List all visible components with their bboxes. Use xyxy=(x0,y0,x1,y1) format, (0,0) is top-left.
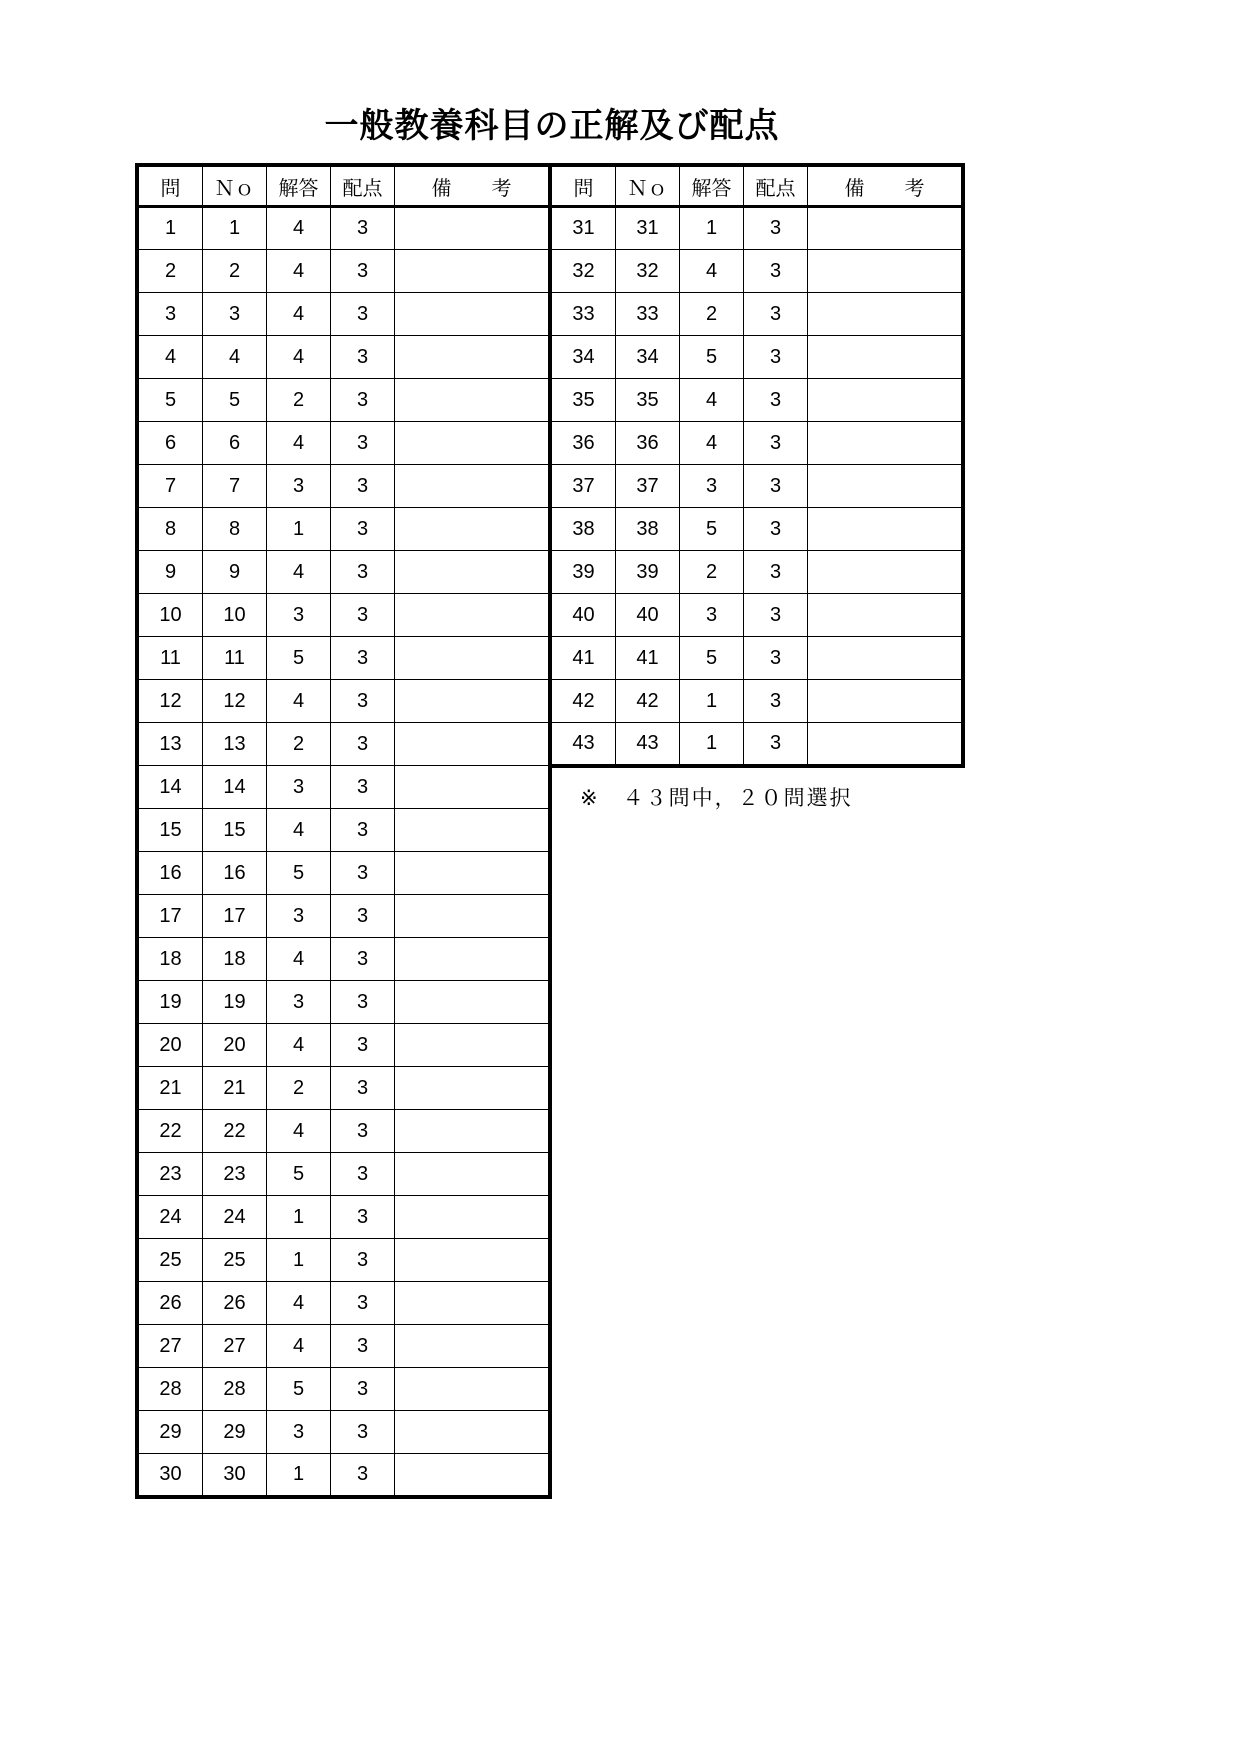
cell-number: 27 xyxy=(203,1325,267,1368)
cell-points: 3 xyxy=(331,766,395,809)
cell-question: 9 xyxy=(137,551,203,594)
cell-points: 3 xyxy=(744,508,808,551)
cell-number: 13 xyxy=(203,723,267,766)
table-row xyxy=(137,809,550,852)
cell-points: 3 xyxy=(331,250,395,293)
cell-remarks xyxy=(395,1110,551,1153)
table-row xyxy=(137,981,550,1024)
cell-remarks xyxy=(395,293,551,336)
table-row xyxy=(550,680,963,723)
cell-points: 3 xyxy=(331,207,395,250)
cell-question: 22 xyxy=(137,1110,203,1153)
cell-number: 41 xyxy=(616,637,680,680)
cell-points: 3 xyxy=(331,465,395,508)
cell-number: 19 xyxy=(203,981,267,1024)
cell-question: 38 xyxy=(550,508,616,551)
table-row xyxy=(550,207,963,250)
cell-answer: 1 xyxy=(680,723,744,766)
cell-points: 3 xyxy=(331,422,395,465)
answer-table-right xyxy=(548,163,965,768)
cell-answer: 4 xyxy=(267,938,331,981)
cell-number: 32 xyxy=(616,250,680,293)
cell-points: 3 xyxy=(744,336,808,379)
cell-question: 6 xyxy=(137,422,203,465)
cell-points: 3 xyxy=(331,680,395,723)
cell-question: 30 xyxy=(137,1454,203,1497)
table-row xyxy=(137,680,550,723)
table-row xyxy=(137,379,550,422)
cell-number: 9 xyxy=(203,551,267,594)
cell-answer: 5 xyxy=(267,637,331,680)
cell-number: 17 xyxy=(203,895,267,938)
col-header-remarks: 備 考 xyxy=(808,165,964,207)
cell-number: 37 xyxy=(616,465,680,508)
cell-answer: 3 xyxy=(267,465,331,508)
table-row xyxy=(550,594,963,637)
cell-remarks xyxy=(808,336,964,379)
cell-number: 22 xyxy=(203,1110,267,1153)
cell-number: 25 xyxy=(203,1239,267,1282)
table-row xyxy=(137,1411,550,1454)
cell-number: 42 xyxy=(616,680,680,723)
col-header-number: Ｎｏ xyxy=(616,165,680,207)
table-row xyxy=(550,336,963,379)
cell-remarks xyxy=(395,336,551,379)
table-body-right xyxy=(550,207,963,766)
header-row xyxy=(550,165,963,207)
cell-remarks xyxy=(395,465,551,508)
cell-answer: 1 xyxy=(267,508,331,551)
cell-remarks xyxy=(808,465,964,508)
cell-remarks xyxy=(395,1325,551,1368)
cell-answer: 4 xyxy=(680,422,744,465)
cell-remarks xyxy=(395,637,551,680)
cell-number: 12 xyxy=(203,680,267,723)
cell-remarks xyxy=(395,1239,551,1282)
cell-number: 16 xyxy=(203,852,267,895)
cell-points: 3 xyxy=(744,293,808,336)
cell-remarks xyxy=(395,766,551,809)
cell-points: 3 xyxy=(331,1067,395,1110)
cell-number: 8 xyxy=(203,508,267,551)
cell-number: 33 xyxy=(616,293,680,336)
cell-answer: 4 xyxy=(267,293,331,336)
cell-number: 14 xyxy=(203,766,267,809)
table-row xyxy=(550,293,963,336)
cell-remarks xyxy=(395,207,551,250)
table-row xyxy=(137,766,550,809)
cell-question: 36 xyxy=(550,422,616,465)
cell-remarks xyxy=(808,594,964,637)
cell-number: 28 xyxy=(203,1368,267,1411)
cell-question: 33 xyxy=(550,293,616,336)
table-row xyxy=(137,336,550,379)
cell-question: 14 xyxy=(137,766,203,809)
cell-answer: 4 xyxy=(267,809,331,852)
cell-remarks xyxy=(395,1196,551,1239)
cell-answer: 4 xyxy=(267,422,331,465)
cell-points: 3 xyxy=(331,895,395,938)
table-row xyxy=(137,895,550,938)
col-header-points: 配点 xyxy=(331,165,395,207)
cell-number: 7 xyxy=(203,465,267,508)
cell-answer: 2 xyxy=(267,1067,331,1110)
cell-number: 10 xyxy=(203,594,267,637)
table-row xyxy=(550,379,963,422)
cell-answer: 3 xyxy=(680,594,744,637)
cell-remarks xyxy=(395,723,551,766)
cell-remarks xyxy=(395,1153,551,1196)
cell-points: 3 xyxy=(744,250,808,293)
cell-number: 4 xyxy=(203,336,267,379)
page-title: 一般教養科目の正解及び配点 xyxy=(324,107,780,145)
cell-question: 42 xyxy=(550,680,616,723)
table-row xyxy=(137,250,550,293)
cell-question: 23 xyxy=(137,1153,203,1196)
cell-number: 2 xyxy=(203,250,267,293)
cell-question: 32 xyxy=(550,250,616,293)
cell-points: 3 xyxy=(331,1024,395,1067)
cell-answer: 4 xyxy=(267,1325,331,1368)
cell-remarks xyxy=(395,680,551,723)
cell-answer: 1 xyxy=(267,1196,331,1239)
cell-answer: 2 xyxy=(267,723,331,766)
cell-question: 11 xyxy=(137,637,203,680)
cell-points: 3 xyxy=(331,508,395,551)
col-header-question: 問 xyxy=(550,165,616,207)
cell-points: 3 xyxy=(331,1325,395,1368)
cell-question: 29 xyxy=(137,1411,203,1454)
cell-question: 12 xyxy=(137,680,203,723)
table-header-right xyxy=(550,165,963,207)
table-row xyxy=(137,594,550,637)
right-column xyxy=(552,163,965,812)
cell-answer: 4 xyxy=(267,250,331,293)
cell-question: 5 xyxy=(137,379,203,422)
answer-tables xyxy=(135,163,965,1499)
cell-remarks xyxy=(395,895,551,938)
cell-points: 3 xyxy=(331,1196,395,1239)
cell-remarks xyxy=(808,680,964,723)
cell-points: 3 xyxy=(744,637,808,680)
cell-remarks xyxy=(808,637,964,680)
cell-question: 21 xyxy=(137,1067,203,1110)
cell-points: 3 xyxy=(331,1454,395,1497)
cell-points: 3 xyxy=(744,594,808,637)
cell-remarks xyxy=(395,1454,551,1497)
cell-remarks xyxy=(808,207,964,250)
cell-remarks xyxy=(395,1024,551,1067)
cell-answer: 5 xyxy=(267,1368,331,1411)
cell-question: 40 xyxy=(550,594,616,637)
cell-answer: 2 xyxy=(680,551,744,594)
cell-question: 28 xyxy=(137,1368,203,1411)
cell-number: 15 xyxy=(203,809,267,852)
cell-number: 23 xyxy=(203,1153,267,1196)
cell-number: 38 xyxy=(616,508,680,551)
cell-remarks xyxy=(395,250,551,293)
cell-number: 11 xyxy=(203,637,267,680)
cell-answer: 2 xyxy=(680,293,744,336)
cell-answer: 5 xyxy=(680,637,744,680)
cell-question: 41 xyxy=(550,637,616,680)
cell-question: 35 xyxy=(550,379,616,422)
cell-answer: 5 xyxy=(267,1153,331,1196)
cell-question: 17 xyxy=(137,895,203,938)
cell-points: 3 xyxy=(331,637,395,680)
cell-remarks xyxy=(395,809,551,852)
cell-answer: 3 xyxy=(680,465,744,508)
answer-table-left xyxy=(135,163,552,1499)
cell-number: 29 xyxy=(203,1411,267,1454)
cell-points: 3 xyxy=(744,379,808,422)
cell-question: 39 xyxy=(550,551,616,594)
cell-points: 3 xyxy=(331,1153,395,1196)
cell-remarks xyxy=(395,1282,551,1325)
table-row xyxy=(137,1153,550,1196)
table-row xyxy=(550,551,963,594)
cell-question: 4 xyxy=(137,336,203,379)
cell-number: 26 xyxy=(203,1282,267,1325)
cell-question: 27 xyxy=(137,1325,203,1368)
cell-remarks xyxy=(395,938,551,981)
cell-answer: 2 xyxy=(267,379,331,422)
col-header-question: 問 xyxy=(137,165,203,207)
table-row xyxy=(137,938,550,981)
cell-points: 3 xyxy=(331,1110,395,1153)
cell-points: 3 xyxy=(744,551,808,594)
cell-question: 25 xyxy=(137,1239,203,1282)
table-row xyxy=(550,465,963,508)
cell-points: 3 xyxy=(331,1239,395,1282)
cell-number: 30 xyxy=(203,1454,267,1497)
cell-answer: 4 xyxy=(267,551,331,594)
cell-points: 3 xyxy=(331,852,395,895)
cell-points: 3 xyxy=(744,465,808,508)
cell-points: 3 xyxy=(331,1368,395,1411)
cell-points: 3 xyxy=(331,809,395,852)
cell-question: 7 xyxy=(137,465,203,508)
cell-points: 3 xyxy=(331,594,395,637)
cell-remarks xyxy=(395,594,551,637)
selection-note: ※ ４３問中，２０問選択 xyxy=(580,786,853,810)
table-row xyxy=(137,1024,550,1067)
cell-remarks xyxy=(395,1067,551,1110)
cell-question: 31 xyxy=(550,207,616,250)
table-row xyxy=(137,1067,550,1110)
table-row xyxy=(550,422,963,465)
cell-question: 2 xyxy=(137,250,203,293)
cell-number: 31 xyxy=(616,207,680,250)
cell-number: 5 xyxy=(203,379,267,422)
cell-question: 20 xyxy=(137,1024,203,1067)
cell-points: 3 xyxy=(331,938,395,981)
cell-points: 3 xyxy=(331,379,395,422)
cell-remarks xyxy=(808,508,964,551)
table-body-left xyxy=(137,207,550,1497)
cell-remarks xyxy=(395,981,551,1024)
cell-answer: 3 xyxy=(267,1411,331,1454)
header-row xyxy=(137,165,550,207)
cell-number: 3 xyxy=(203,293,267,336)
table-row xyxy=(137,465,550,508)
table-row xyxy=(137,551,550,594)
cell-remarks xyxy=(395,1368,551,1411)
col-header-answer: 解答 xyxy=(680,165,744,207)
table-row xyxy=(137,1239,550,1282)
col-header-remarks: 備 考 xyxy=(395,165,551,207)
cell-number: 20 xyxy=(203,1024,267,1067)
cell-answer: 3 xyxy=(267,981,331,1024)
cell-remarks xyxy=(395,379,551,422)
cell-answer: 5 xyxy=(680,336,744,379)
cell-points: 3 xyxy=(331,293,395,336)
cell-answer: 4 xyxy=(267,207,331,250)
cell-question: 34 xyxy=(550,336,616,379)
cell-points: 3 xyxy=(331,551,395,594)
cell-remarks xyxy=(395,551,551,594)
cell-number: 35 xyxy=(616,379,680,422)
cell-question: 37 xyxy=(550,465,616,508)
table-row xyxy=(550,250,963,293)
cell-answer: 1 xyxy=(267,1454,331,1497)
table-row xyxy=(550,508,963,551)
cell-answer: 4 xyxy=(267,1282,331,1325)
cell-points: 3 xyxy=(331,336,395,379)
cell-number: 36 xyxy=(616,422,680,465)
cell-question: 10 xyxy=(137,594,203,637)
table-row xyxy=(137,852,550,895)
cell-answer: 1 xyxy=(267,1239,331,1282)
table-row xyxy=(550,637,963,680)
table-row xyxy=(137,422,550,465)
table-row xyxy=(137,1196,550,1239)
cell-number: 6 xyxy=(203,422,267,465)
cell-points: 3 xyxy=(744,422,808,465)
cell-remarks xyxy=(808,551,964,594)
table-row xyxy=(550,723,963,766)
table-row xyxy=(137,1110,550,1153)
cell-remarks xyxy=(395,508,551,551)
cell-remarks xyxy=(808,293,964,336)
cell-remarks xyxy=(808,379,964,422)
table-row xyxy=(137,1368,550,1411)
cell-points: 3 xyxy=(744,207,808,250)
cell-answer: 4 xyxy=(680,250,744,293)
table-row xyxy=(137,293,550,336)
table-row xyxy=(137,508,550,551)
cell-answer: 3 xyxy=(267,895,331,938)
cell-number: 18 xyxy=(203,938,267,981)
cell-answer: 4 xyxy=(680,379,744,422)
cell-question: 13 xyxy=(137,723,203,766)
cell-question: 19 xyxy=(137,981,203,1024)
cell-number: 39 xyxy=(616,551,680,594)
col-header-answer: 解答 xyxy=(267,165,331,207)
cell-question: 26 xyxy=(137,1282,203,1325)
cell-answer: 3 xyxy=(267,766,331,809)
cell-answer: 4 xyxy=(267,1110,331,1153)
cell-number: 34 xyxy=(616,336,680,379)
cell-answer: 5 xyxy=(267,852,331,895)
col-header-number: Ｎｏ xyxy=(203,165,267,207)
cell-question: 24 xyxy=(137,1196,203,1239)
cell-number: 1 xyxy=(203,207,267,250)
cell-question: 15 xyxy=(137,809,203,852)
table-header-left xyxy=(137,165,550,207)
cell-number: 43 xyxy=(616,723,680,766)
cell-question: 1 xyxy=(137,207,203,250)
cell-answer: 5 xyxy=(680,508,744,551)
table-row xyxy=(137,1454,550,1497)
cell-question: 43 xyxy=(550,723,616,766)
cell-answer: 1 xyxy=(680,680,744,723)
table-row xyxy=(137,207,550,250)
cell-question: 18 xyxy=(137,938,203,981)
cell-answer: 3 xyxy=(267,594,331,637)
col-header-points: 配点 xyxy=(744,165,808,207)
table-row xyxy=(137,723,550,766)
cell-answer: 4 xyxy=(267,1024,331,1067)
cell-points: 3 xyxy=(331,981,395,1024)
cell-remarks xyxy=(808,723,964,766)
cell-question: 8 xyxy=(137,508,203,551)
cell-answer: 1 xyxy=(680,207,744,250)
cell-points: 3 xyxy=(744,723,808,766)
cell-remarks xyxy=(808,250,964,293)
cell-question: 3 xyxy=(137,293,203,336)
cell-remarks xyxy=(808,422,964,465)
cell-points: 3 xyxy=(331,723,395,766)
cell-points: 3 xyxy=(331,1282,395,1325)
cell-number: 21 xyxy=(203,1067,267,1110)
cell-remarks xyxy=(395,852,551,895)
cell-question: 16 xyxy=(137,852,203,895)
cell-answer: 4 xyxy=(267,680,331,723)
cell-remarks xyxy=(395,1411,551,1454)
table-row xyxy=(137,1325,550,1368)
cell-number: 24 xyxy=(203,1196,267,1239)
cell-remarks xyxy=(395,422,551,465)
cell-number: 40 xyxy=(616,594,680,637)
cell-points: 3 xyxy=(744,680,808,723)
table-row xyxy=(137,1282,550,1325)
cell-points: 3 xyxy=(331,1411,395,1454)
table-row xyxy=(137,637,550,680)
cell-answer: 4 xyxy=(267,336,331,379)
